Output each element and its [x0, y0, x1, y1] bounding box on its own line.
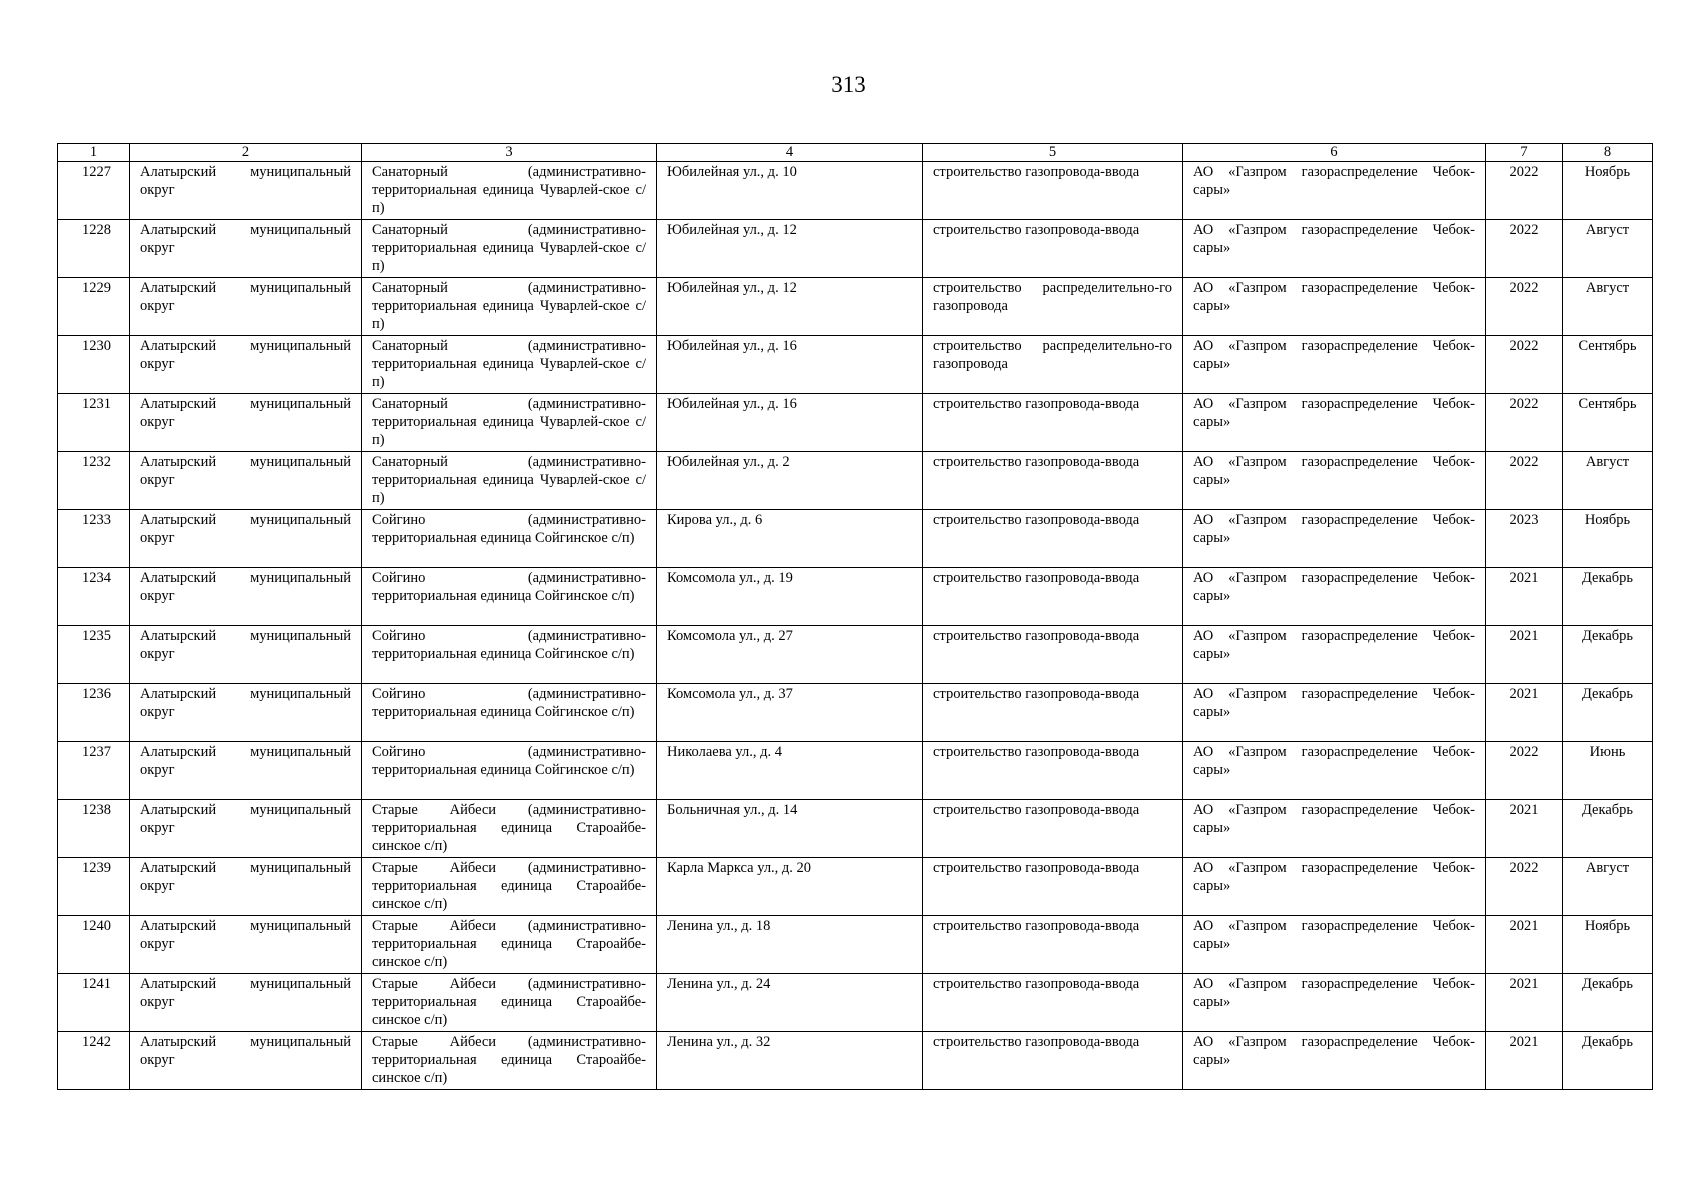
- work-type-cell: строительство газопровода-ввода: [923, 452, 1183, 510]
- year-cell: 2022: [1486, 452, 1563, 510]
- district-cell: Алатырский муниципальный округ: [130, 684, 362, 742]
- column-header: 8: [1563, 144, 1653, 162]
- organization-cell: АО «Газпром газораспределение Чебок-сары»: [1183, 510, 1486, 568]
- work-type-cell: строительство газопровода-ввода: [923, 1032, 1183, 1090]
- organization-cell: АО «Газпром газораспределение Чебок-сары»: [1183, 800, 1486, 858]
- organization-cell: АО «Газпром газораспределение Чебок-сары»: [1183, 684, 1486, 742]
- year-cell: 2023: [1486, 510, 1563, 568]
- work-type-cell: строительство газопровода-ввода: [923, 162, 1183, 220]
- organization-cell: АО «Газпром газораспределение Чебок-сары»: [1183, 568, 1486, 626]
- year-cell: 2022: [1486, 336, 1563, 394]
- table-row: [58, 684, 1653, 742]
- table-row: [58, 162, 1653, 220]
- settlement-cell: Санаторный (административно-территориальная единица Чуварлей-ское с/п): [362, 452, 657, 510]
- month-cell: Июнь: [1563, 742, 1653, 800]
- row-number-cell: 1239: [58, 858, 130, 916]
- column-header: 3: [362, 144, 657, 162]
- organization-cell: АО «Газпром газораспределение Чебок-сары»: [1183, 394, 1486, 452]
- work-type-cell: строительство газопровода-ввода: [923, 684, 1183, 742]
- row-number-cell: 1228: [58, 220, 130, 278]
- address-cell: Комсомола ул., д. 27: [657, 626, 923, 684]
- work-type-cell: строительство газопровода-ввода: [923, 220, 1183, 278]
- work-type-cell: строительство газопровода-ввода: [923, 742, 1183, 800]
- month-cell: Август: [1563, 278, 1653, 336]
- organization-cell: АО «Газпром газораспределение Чебок-сары»: [1183, 916, 1486, 974]
- gasification-table: [57, 143, 1653, 1090]
- address-cell: Ленина ул., д. 18: [657, 916, 923, 974]
- row-number-cell: 1229: [58, 278, 130, 336]
- work-type-cell: строительство газопровода-ввода: [923, 800, 1183, 858]
- year-cell: 2022: [1486, 278, 1563, 336]
- settlement-cell: Сойгино (административно-территориальная единица Сойгинское с/п): [362, 568, 657, 626]
- organization-cell: АО «Газпром газораспределение Чебок-сары»: [1183, 278, 1486, 336]
- month-cell: Декабрь: [1563, 626, 1653, 684]
- row-number-cell: 1235: [58, 626, 130, 684]
- table-row: [58, 916, 1653, 974]
- row-number-cell: 1233: [58, 510, 130, 568]
- month-cell: Август: [1563, 858, 1653, 916]
- table-row: [58, 510, 1653, 568]
- year-cell: 2021: [1486, 684, 1563, 742]
- settlement-cell: Старые Айбеси (административно-территориальная единица Староайбе-синское с/п): [362, 974, 657, 1032]
- settlement-cell: Старые Айбеси (административно-территориальная единица Староайбе-синское с/п): [362, 916, 657, 974]
- month-cell: Сентябрь: [1563, 394, 1653, 452]
- month-cell: Декабрь: [1563, 974, 1653, 1032]
- work-type-cell: строительство газопровода-ввода: [923, 568, 1183, 626]
- month-cell: Декабрь: [1563, 684, 1653, 742]
- district-cell: Алатырский муниципальный округ: [130, 510, 362, 568]
- table-row: [58, 974, 1653, 1032]
- address-cell: Комсомола ул., д. 19: [657, 568, 923, 626]
- column-header: 6: [1183, 144, 1486, 162]
- district-cell: Алатырский муниципальный округ: [130, 916, 362, 974]
- address-cell: Николаева ул., д. 4: [657, 742, 923, 800]
- column-header: 5: [923, 144, 1183, 162]
- work-type-cell: строительство газопровода-ввода: [923, 626, 1183, 684]
- district-cell: Алатырский муниципальный округ: [130, 626, 362, 684]
- work-type-cell: строительство распределительно-го газопровода: [923, 278, 1183, 336]
- row-number-cell: 1237: [58, 742, 130, 800]
- year-cell: 2022: [1486, 220, 1563, 278]
- table-row: [58, 452, 1653, 510]
- column-number-row: [58, 144, 1653, 162]
- year-cell: 2021: [1486, 1032, 1563, 1090]
- address-cell: Ленина ул., д. 24: [657, 974, 923, 1032]
- organization-cell: АО «Газпром газораспределение Чебок-сары»: [1183, 1032, 1486, 1090]
- month-cell: Ноябрь: [1563, 162, 1653, 220]
- address-cell: Юбилейная ул., д. 10: [657, 162, 923, 220]
- table-row: [58, 394, 1653, 452]
- table-row: [58, 742, 1653, 800]
- table-row: [58, 278, 1653, 336]
- row-number-cell: 1238: [58, 800, 130, 858]
- column-header: 4: [657, 144, 923, 162]
- table-row: [58, 568, 1653, 626]
- address-cell: Комсомола ул., д. 37: [657, 684, 923, 742]
- work-type-cell: строительство газопровода-ввода: [923, 974, 1183, 1032]
- district-cell: Алатырский муниципальный округ: [130, 974, 362, 1032]
- row-number-cell: 1230: [58, 336, 130, 394]
- settlement-cell: Старые Айбеси (административно-территориальная единица Староайбе-синское с/п): [362, 1032, 657, 1090]
- settlement-cell: Санаторный (административно-территориальная единица Чуварлей-ское с/п): [362, 336, 657, 394]
- column-header: 1: [58, 144, 130, 162]
- row-number-cell: 1231: [58, 394, 130, 452]
- settlement-cell: Старые Айбеси (административно-территориальная единица Староайбе-синское с/п): [362, 858, 657, 916]
- district-cell: Алатырский муниципальный округ: [130, 1032, 362, 1090]
- district-cell: Алатырский муниципальный округ: [130, 452, 362, 510]
- month-cell: Декабрь: [1563, 568, 1653, 626]
- district-cell: Алатырский муниципальный округ: [130, 742, 362, 800]
- organization-cell: АО «Газпром газораспределение Чебок-сары»: [1183, 452, 1486, 510]
- month-cell: Ноябрь: [1563, 510, 1653, 568]
- settlement-cell: Сойгино (административно-территориальная единица Сойгинское с/п): [362, 742, 657, 800]
- month-cell: Август: [1563, 220, 1653, 278]
- table-row: [58, 220, 1653, 278]
- address-cell: Юбилейная ул., д. 16: [657, 394, 923, 452]
- work-type-cell: строительство газопровода-ввода: [923, 510, 1183, 568]
- settlement-cell: Сойгино (административно-территориальная единица Сойгинское с/п): [362, 684, 657, 742]
- work-type-cell: строительство газопровода-ввода: [923, 916, 1183, 974]
- work-type-cell: строительство газопровода-ввода: [923, 858, 1183, 916]
- district-cell: Алатырский муниципальный округ: [130, 162, 362, 220]
- month-cell: Декабрь: [1563, 800, 1653, 858]
- organization-cell: АО «Газпром газораспределение Чебок-сары»: [1183, 742, 1486, 800]
- district-cell: Алатырский муниципальный округ: [130, 278, 362, 336]
- row-number-cell: 1240: [58, 916, 130, 974]
- address-cell: Юбилейная ул., д. 2: [657, 452, 923, 510]
- column-header: 2: [130, 144, 362, 162]
- table-row: [58, 858, 1653, 916]
- settlement-cell: Санаторный (административно-территориальная единица Чуварлей-ское с/п): [362, 278, 657, 336]
- settlement-cell: Санаторный (административно-территориальная единица Чуварлей-ское с/п): [362, 394, 657, 452]
- row-number-cell: 1232: [58, 452, 130, 510]
- month-cell: Ноябрь: [1563, 916, 1653, 974]
- address-cell: Юбилейная ул., д. 16: [657, 336, 923, 394]
- district-cell: Алатырский муниципальный округ: [130, 800, 362, 858]
- address-cell: Юбилейная ул., д. 12: [657, 220, 923, 278]
- settlement-cell: Старые Айбеси (административно-территориальная единица Староайбе-синское с/п): [362, 800, 657, 858]
- month-cell: Август: [1563, 452, 1653, 510]
- address-cell: Ленина ул., д. 32: [657, 1032, 923, 1090]
- year-cell: 2021: [1486, 800, 1563, 858]
- table-row: [58, 1032, 1653, 1090]
- table-row: [58, 336, 1653, 394]
- organization-cell: АО «Газпром газораспределение Чебок-сары»: [1183, 220, 1486, 278]
- work-type-cell: строительство газопровода-ввода: [923, 394, 1183, 452]
- address-cell: Кирова ул., д. 6: [657, 510, 923, 568]
- column-header: 7: [1486, 144, 1563, 162]
- organization-cell: АО «Газпром газораспределение Чебок-сары»: [1183, 974, 1486, 1032]
- organization-cell: АО «Газпром газораспределение Чебок-сары»: [1183, 626, 1486, 684]
- row-number-cell: 1234: [58, 568, 130, 626]
- organization-cell: АО «Газпром газораспределение Чебок-сары»: [1183, 162, 1486, 220]
- work-type-cell: строительство распределительно-го газопровода: [923, 336, 1183, 394]
- address-cell: Больничная ул., д. 14: [657, 800, 923, 858]
- year-cell: 2021: [1486, 626, 1563, 684]
- year-cell: 2022: [1486, 162, 1563, 220]
- row-number-cell: 1241: [58, 974, 130, 1032]
- district-cell: Алатырский муниципальный округ: [130, 336, 362, 394]
- row-number-cell: 1227: [58, 162, 130, 220]
- year-cell: 2022: [1486, 858, 1563, 916]
- table-row: [58, 800, 1653, 858]
- year-cell: 2021: [1486, 916, 1563, 974]
- settlement-cell: Санаторный (административно-территориальная единица Чуварлей-ское с/п): [362, 220, 657, 278]
- settlement-cell: Сойгино (административно-территориальная единица Сойгинское с/п): [362, 626, 657, 684]
- table-row: [58, 626, 1653, 684]
- month-cell: Сентябрь: [1563, 336, 1653, 394]
- district-cell: Алатырский муниципальный округ: [130, 858, 362, 916]
- address-cell: Юбилейная ул., д. 12: [657, 278, 923, 336]
- district-cell: Алатырский муниципальный округ: [130, 220, 362, 278]
- district-cell: Алатырский муниципальный округ: [130, 568, 362, 626]
- month-cell: Декабрь: [1563, 1032, 1653, 1090]
- settlement-cell: Сойгино (административно-территориальная единица Сойгинское с/п): [362, 510, 657, 568]
- year-cell: 2022: [1486, 742, 1563, 800]
- year-cell: 2021: [1486, 974, 1563, 1032]
- settlement-cell: Санаторный (административно-территориальная единица Чуварлей-ское с/п): [362, 162, 657, 220]
- year-cell: 2021: [1486, 568, 1563, 626]
- row-number-cell: 1236: [58, 684, 130, 742]
- district-cell: Алатырский муниципальный округ: [130, 394, 362, 452]
- year-cell: 2022: [1486, 394, 1563, 452]
- row-number-cell: 1242: [58, 1032, 130, 1090]
- address-cell: Карла Маркса ул., д. 20: [657, 858, 923, 916]
- organization-cell: АО «Газпром газораспределение Чебок-сары»: [1183, 336, 1486, 394]
- page-number: 313: [831, 72, 866, 97]
- organization-cell: АО «Газпром газораспределение Чебок-сары»: [1183, 858, 1486, 916]
